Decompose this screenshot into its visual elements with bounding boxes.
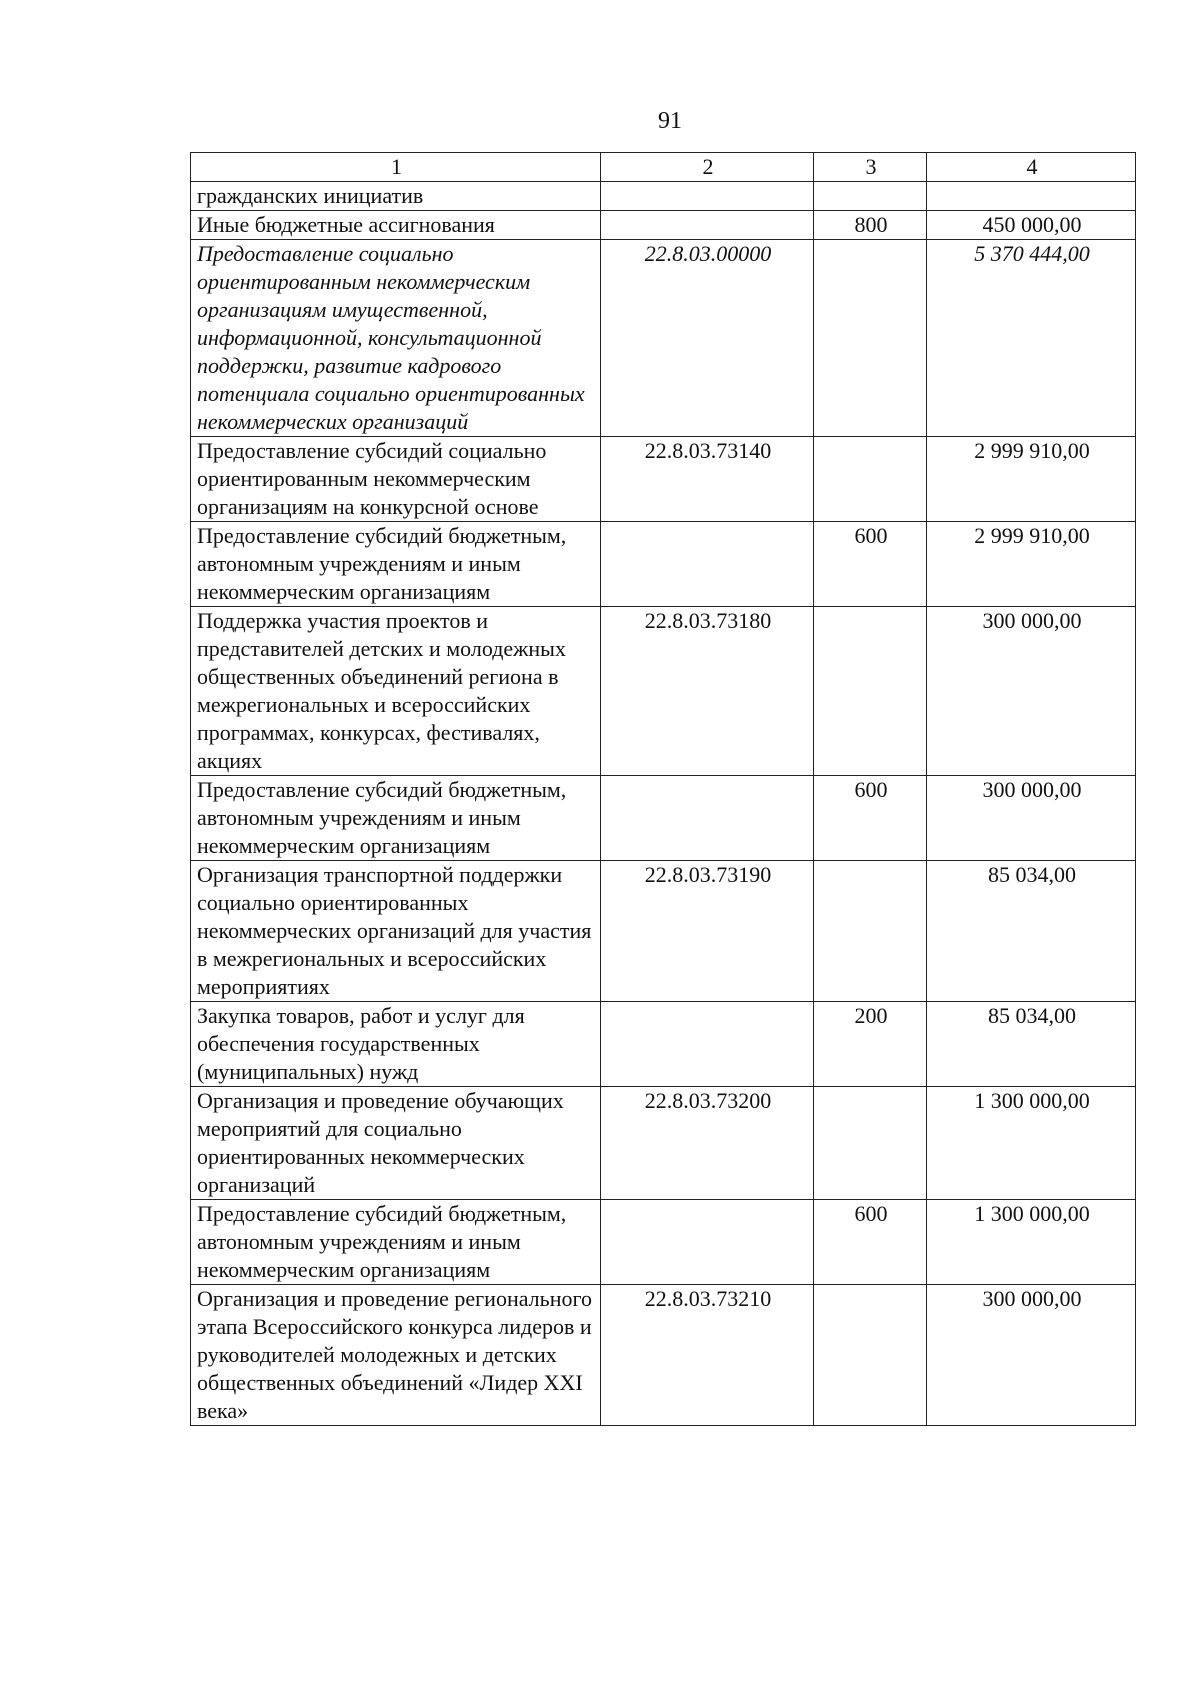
row-type-cell [814, 240, 927, 437]
row-type-cell [814, 607, 927, 776]
row-amount-cell: 1 300 000,00 [927, 1200, 1136, 1285]
row-amount-cell: 2 999 910,00 [927, 437, 1136, 522]
table-row [191, 1200, 1136, 1285]
row-name-cell: Предоставление субсидий бюджетным, автономным учреждениям и иным некоммерческим организациям [191, 1200, 601, 1285]
row-amount-cell: 85 034,00 [927, 1002, 1136, 1087]
row-amount-cell: 1 300 000,00 [927, 1087, 1136, 1200]
table-row [191, 182, 1136, 211]
row-name-cell: Предоставление социально ориентированным некоммерческим организациям имущественной, информационной, консультационной поддержки, развитие кадрового потенциала социально ориентированных некоммерческих организаций [191, 240, 601, 437]
table-row [191, 240, 1136, 437]
table-row [191, 522, 1136, 607]
row-code-cell [601, 522, 814, 607]
row-name-cell: Предоставление субсидий бюджетным, автономным учреждениям и иным некоммерческим организациям [191, 522, 601, 607]
row-code-cell [601, 182, 814, 211]
row-code-cell: 22.8.03.73180 [601, 607, 814, 776]
table-row [191, 211, 1136, 240]
row-type-cell [814, 182, 927, 211]
row-name-cell: Поддержка участия проектов и представителей детских и молодежных общественных объединений региона в межрегиональных и всероссийских программах, конкурсах, фестивалях, акциях [191, 607, 601, 776]
budget-table [190, 152, 1136, 1426]
row-code-cell: 22.8.03.73140 [601, 437, 814, 522]
row-name-cell: Иные бюджетные ассигнования [191, 211, 601, 240]
row-amount-cell: 300 000,00 [927, 1285, 1136, 1426]
row-name-cell: Предоставление субсидий бюджетным, автономным учреждениям и иным некоммерческим организациям [191, 776, 601, 861]
table-row [191, 1285, 1136, 1426]
row-code-cell [601, 211, 814, 240]
row-type-cell: 600 [814, 776, 927, 861]
row-amount-cell: 85 034,00 [927, 861, 1136, 1002]
row-code-cell: 22.8.03.73210 [601, 1285, 814, 1426]
row-name-cell: Организация и проведение обучающих мероприятий для социально ориентированных некоммерческих организаций [191, 1087, 601, 1200]
table-header-row [191, 153, 1136, 182]
row-code-cell [601, 776, 814, 861]
row-code-cell: 22.8.03.73190 [601, 861, 814, 1002]
table-row [191, 607, 1136, 776]
row-type-cell: 800 [814, 211, 927, 240]
row-code-cell: 22.8.03.73200 [601, 1087, 814, 1200]
table-row [191, 861, 1136, 1002]
row-amount-cell: 2 999 910,00 [927, 522, 1136, 607]
row-type-cell: 600 [814, 522, 927, 607]
table-row [191, 1002, 1136, 1087]
row-name-cell: гражданских инициатив [191, 182, 601, 211]
row-type-cell [814, 1285, 927, 1426]
table-row [191, 776, 1136, 861]
row-type-cell [814, 1087, 927, 1200]
row-type-cell: 600 [814, 1200, 927, 1285]
table-row [191, 1087, 1136, 1200]
column-header-3: 3 [814, 153, 927, 182]
row-code-cell [601, 1200, 814, 1285]
table-row [191, 437, 1136, 522]
row-name-cell: Организация и проведение регионального этапа Всероссийского конкурса лидеров и руководителей молодежных и детских общественных объединений «Лидер XXI века» [191, 1285, 601, 1426]
row-code-cell [601, 1002, 814, 1087]
column-header-2: 2 [601, 153, 814, 182]
row-amount-cell: 450 000,00 [927, 211, 1136, 240]
row-amount-cell: 300 000,00 [927, 607, 1136, 776]
row-type-cell: 200 [814, 1002, 927, 1087]
row-name-cell: Организация транспортной поддержки социально ориентированных некоммерческих организаций для участия в межрегиональных и всероссийских мероприятиях [191, 861, 601, 1002]
row-type-cell [814, 437, 927, 522]
row-amount-cell: 300 000,00 [927, 776, 1136, 861]
row-type-cell [814, 861, 927, 1002]
row-code-cell: 22.8.03.00000 [601, 240, 814, 437]
row-name-cell: Закупка товаров, работ и услуг для обеспечения государственных (муниципальных) нужд [191, 1002, 601, 1087]
row-amount-cell [927, 182, 1136, 211]
column-header-4: 4 [927, 153, 1136, 182]
row-name-cell: Предоставление субсидий социально ориентированным некоммерческим организациям на конкурсной основе [191, 437, 601, 522]
table-body [191, 153, 1136, 1426]
page-number: 91 [658, 108, 682, 134]
row-amount-cell: 5 370 444,00 [927, 240, 1136, 437]
column-header-1: 1 [191, 153, 601, 182]
